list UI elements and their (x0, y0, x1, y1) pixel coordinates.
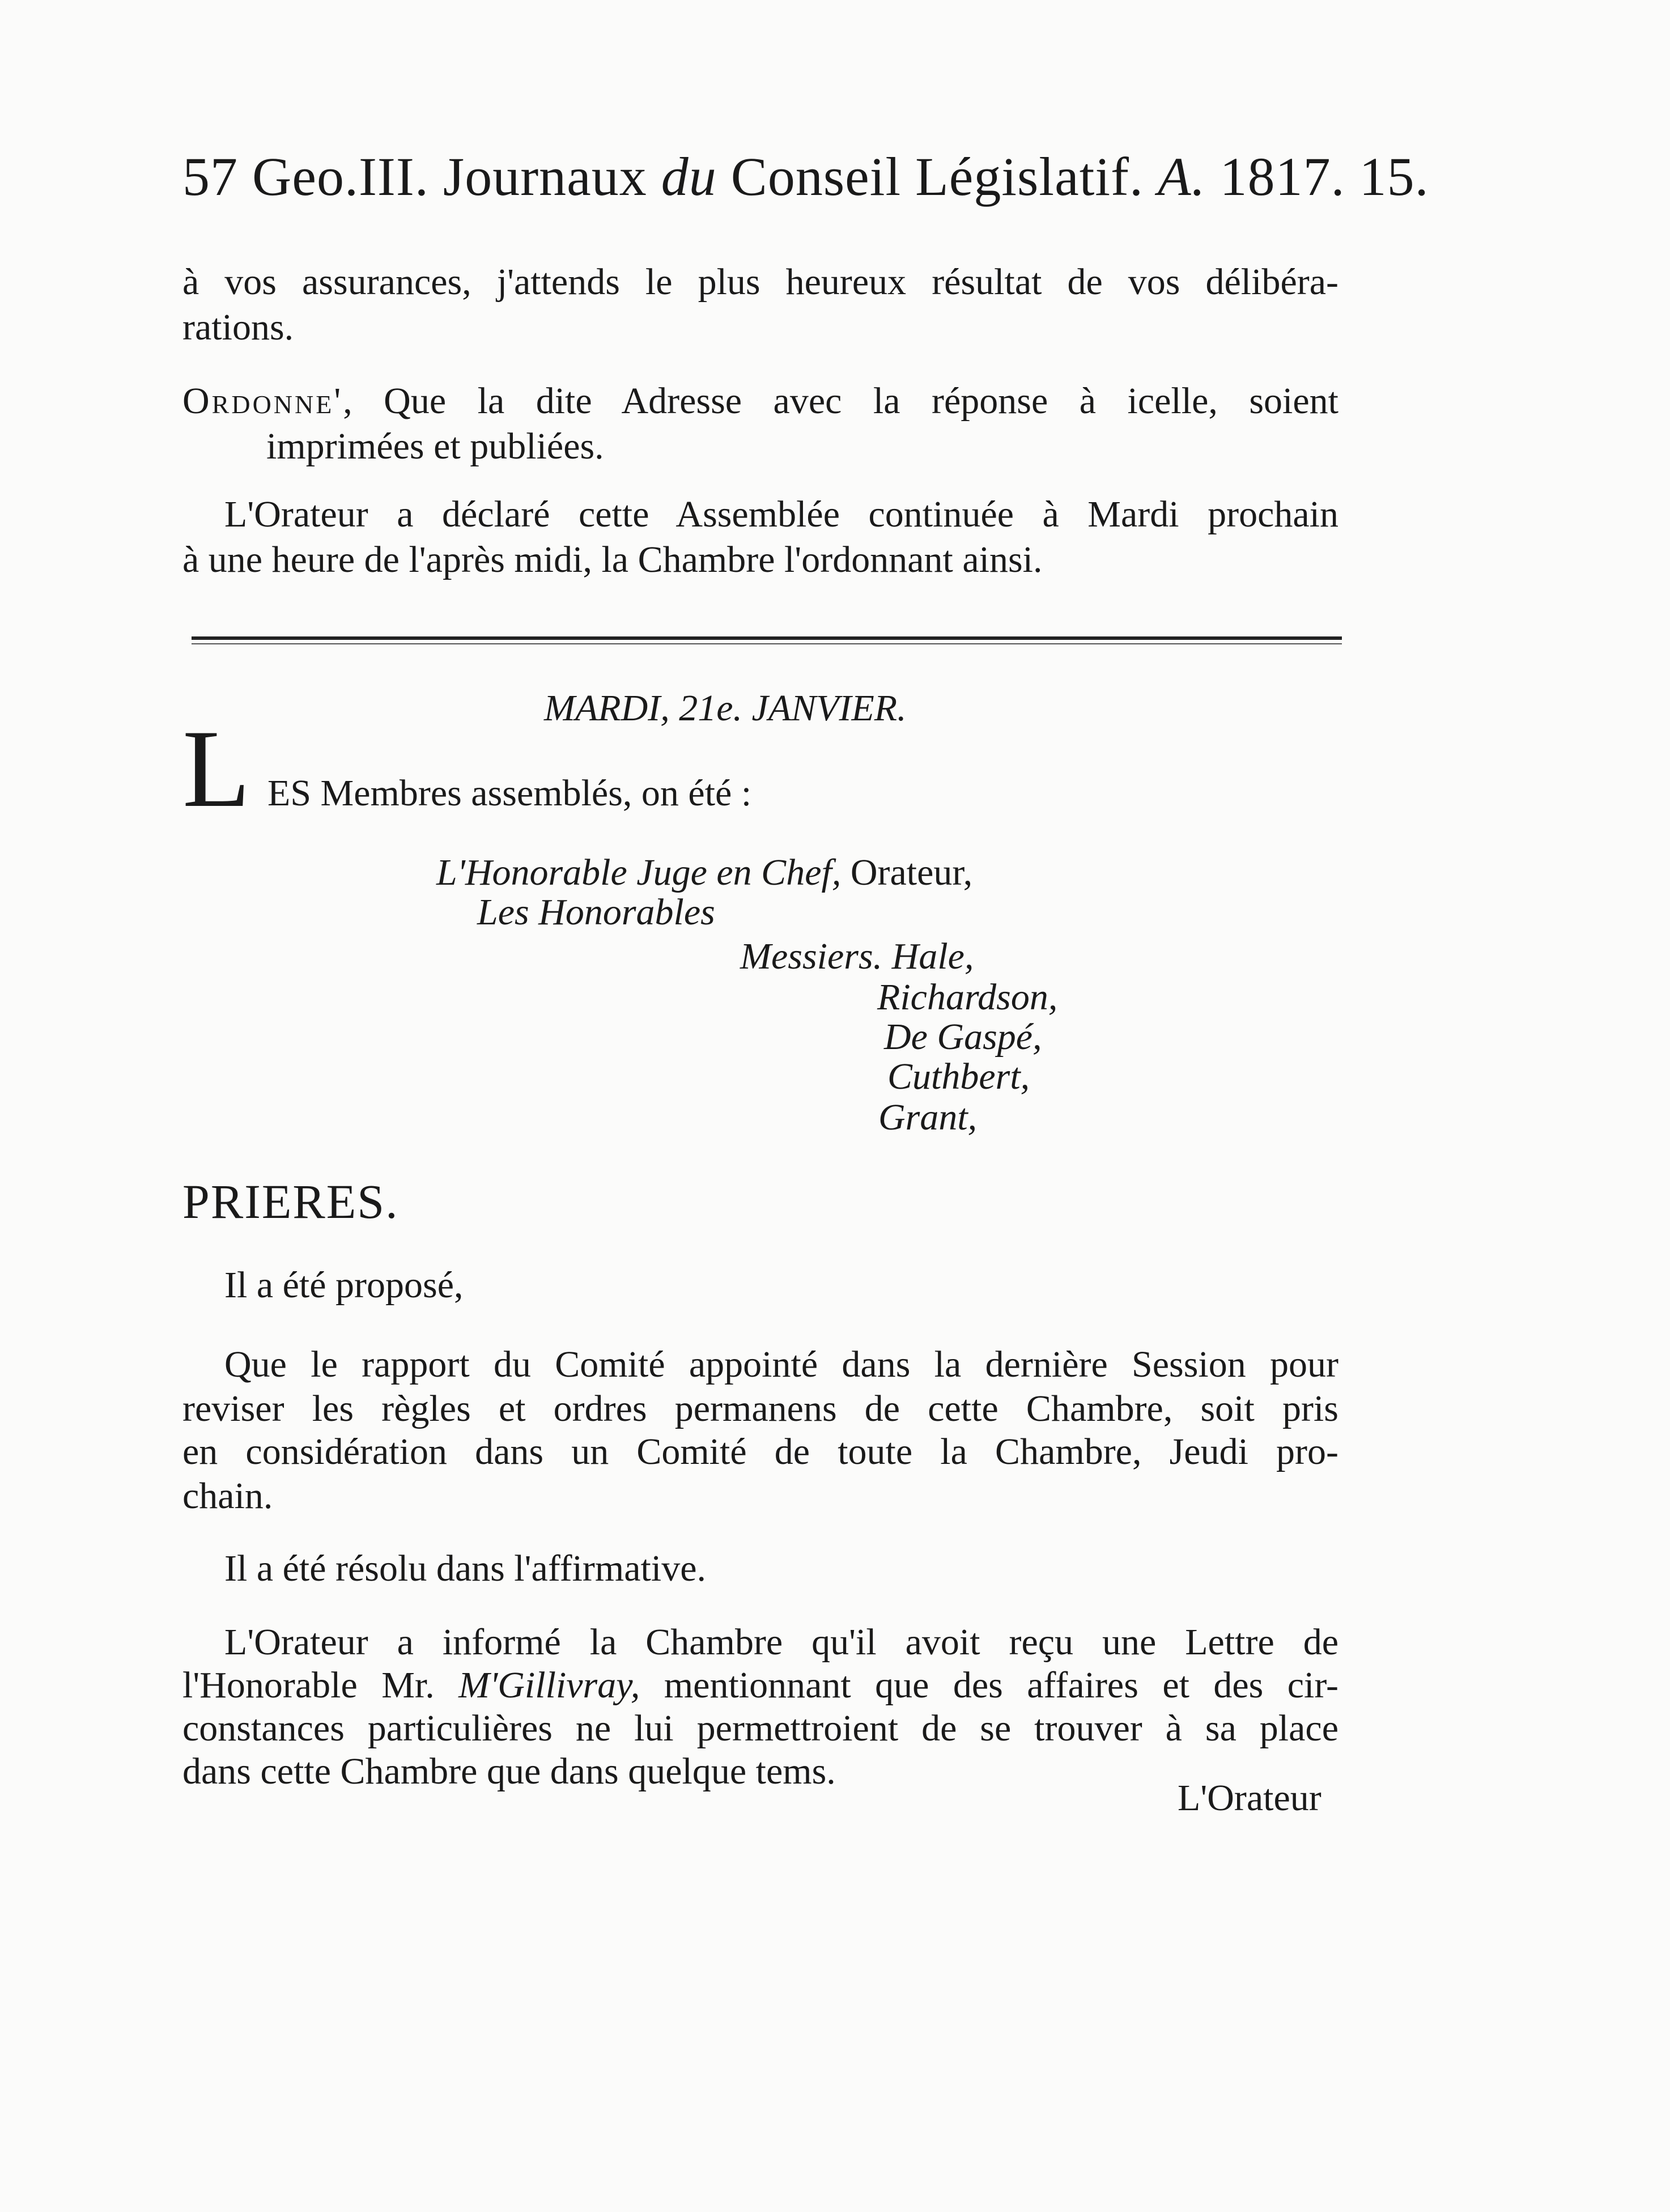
motion-line-2: reviser les règles et ordres permanens de cette Chambre, soit pris (182, 1388, 1338, 1429)
motion-proposed: Il a été proposé, (224, 1264, 464, 1306)
section-divider (192, 636, 1342, 640)
adjournment-line-1: L'Orateur a déclaré cette Assemblée continuée à Mardi prochain (224, 494, 1338, 535)
catchword: L'Orateur (1178, 1777, 1321, 1819)
letter-line-4: dans cette Chambre que dans quelque tems. (182, 1751, 836, 1792)
letter-line-2-start: l'Honorable Mr. (182, 1665, 435, 1706)
member-name: De Gaspé, (884, 1016, 1042, 1058)
header-council: Conseil Législatif. (730, 146, 1144, 207)
motion-resolved: Il a été résolu dans l'affirmative. (224, 1548, 707, 1589)
letter-line-1: L'Orateur a informé la Chambre qu'il avoit reçu une Lettre de (224, 1621, 1338, 1663)
header-connector: du (661, 146, 717, 207)
section-divider-thin (192, 643, 1342, 644)
motion-line-4: chain. (182, 1475, 273, 1517)
continuation-line-2: rations. (182, 307, 294, 348)
header-page-number: 15. (1359, 146, 1429, 207)
member-speaker-role: Orateur, (850, 852, 973, 893)
header-anno: A. (1158, 146, 1206, 207)
members-honorables: Les Honorables (477, 891, 715, 933)
sitting-date: MARDI, 21e. JANVIER. (544, 687, 907, 729)
member-name: Richardson, (877, 976, 1058, 1018)
header-year: 1817. (1219, 146, 1345, 207)
ordonne-label: Ordonne' (182, 380, 343, 422)
ordonne-line-2: imprimées et publiées. (266, 426, 604, 467)
motion-line-1: Que le rapport du Comité appointé dans la dernière Session pour (224, 1344, 1338, 1385)
ordonne-line-1 (182, 379, 1338, 424)
ordonne-text-1: , Que la dite Adresse avec la réponse à icelle, soient (343, 380, 1338, 422)
letter-line-2 (182, 1663, 1338, 1708)
letter-correspondent: M'Gillivray, (458, 1665, 640, 1706)
member-line-1 (740, 934, 974, 979)
members-intro: ES Membres assemblés, on été : (267, 772, 752, 814)
members-messieurs: Messiers. (740, 936, 883, 977)
page-header (182, 145, 1429, 208)
letter-line-3: constances particulières ne lui permettroient de se trouver à sa place (182, 1708, 1338, 1749)
motion-line-3: en considération dans un Comité de toute la Chambre, Jeudi pro- (182, 1431, 1338, 1472)
member-name: Hale, (891, 936, 974, 977)
header-session: 57 Geo.III. (182, 146, 429, 207)
adjournment-line-2: à une heure de l'après midi, la Chambre l'ordonnant ainsi. (182, 539, 1043, 580)
continuation-line-1: à vos assurances, j'attends le plus heureux résultat de vos délibéra- (182, 261, 1338, 303)
member-chief-justice-line (436, 850, 972, 895)
drop-cap: L (182, 707, 250, 830)
prayers-title: PRIERES. (182, 1174, 399, 1229)
member-name: Grant, (878, 1097, 978, 1138)
header-journal-word: Journaux (443, 146, 647, 207)
letter-line-2-end: mentionnant que des affaires et des cir- (664, 1665, 1339, 1706)
member-chief-justice: L'Honorable Juge en Chef, (436, 852, 842, 893)
member-name: Cuthbert, (887, 1056, 1030, 1097)
